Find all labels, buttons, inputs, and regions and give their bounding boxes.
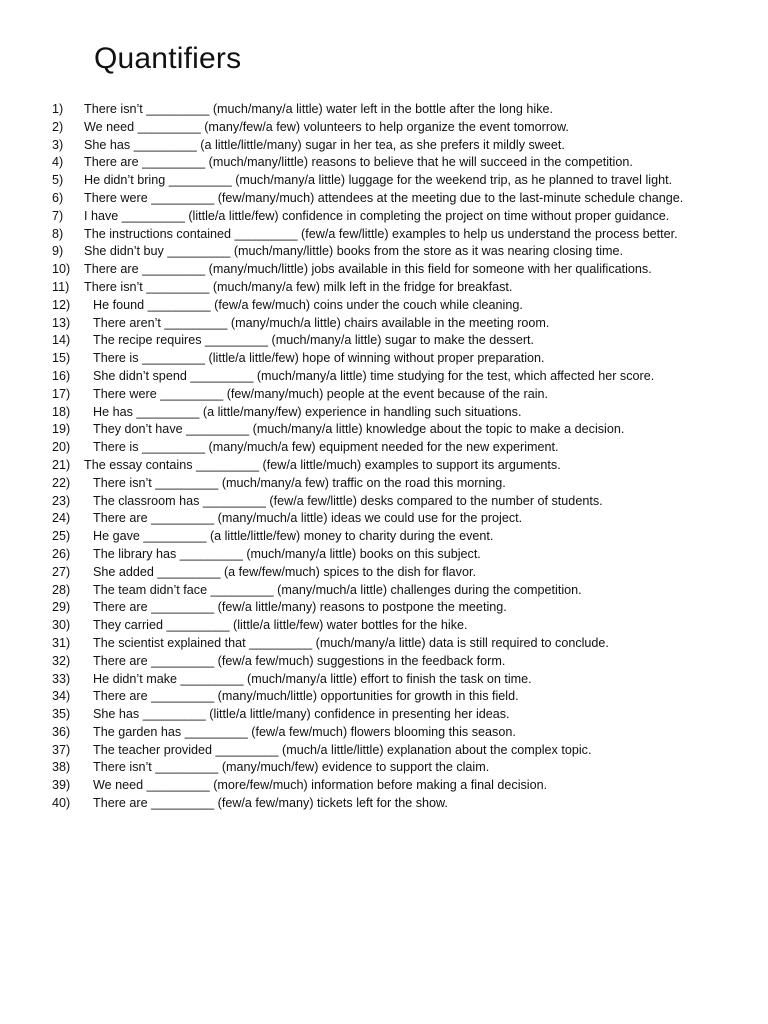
question-text: The garden has _________ (few/a few/much) flowers blooming this season. [93, 724, 516, 739]
question-item [52, 724, 717, 742]
question-text: They carried _________ (little/a little/few) water bottles for the hike. [93, 618, 468, 633]
question-item [52, 226, 717, 244]
question-item [52, 315, 717, 333]
question-text: We need _________ (more/few/much) information before making a final decision. [93, 778, 548, 793]
question-number: 13) [52, 315, 71, 330]
question-text: She didn’t buy _________ (much/many/little) books from the store as it was nearing closing time. [84, 244, 624, 259]
question-text: There is _________ (many/much/a few) equipment needed for the new experiment. [93, 440, 559, 455]
question-item [52, 742, 717, 760]
question-text: There were _________ (few/many/much) attendees at the meeting due to the last-minute schedule change. [84, 190, 684, 205]
question-text: He didn’t make _________ (much/many/a little) effort to finish the task on time. [93, 671, 532, 686]
question-text: There are _________ (few/a few/many) tickets left for the show. [93, 796, 448, 811]
question-item [52, 564, 717, 582]
question-item [52, 528, 717, 546]
question-item [52, 653, 717, 671]
question-number: 33) [52, 671, 71, 686]
question-text: I have _________ (little/a little/few) confidence in completing the project on time without proper guidance. [84, 208, 670, 223]
question-number: 22) [52, 475, 71, 490]
question-number: 40) [52, 796, 71, 811]
question-text: The library has _________ (much/many/a little) books on this subject. [93, 546, 481, 561]
question-number: 20) [52, 440, 71, 455]
question-text: He didn’t bring _________ (much/many/a little) luggage for the weekend trip, as he planned to travel light. [84, 173, 673, 188]
question-text: There isn’t _________ (much/many/a few) traffic on the road this morning. [93, 475, 506, 490]
question-item [52, 368, 717, 386]
question-item [52, 421, 717, 439]
question-item [52, 439, 717, 457]
question-item [52, 386, 717, 404]
question-text: There aren’t _________ (many/much/a little) chairs available in the meeting room. [93, 315, 550, 330]
question-item [52, 350, 717, 368]
question-text: There are _________ (few/a little/many) reasons to postpone the meeting. [93, 600, 507, 615]
question-text: We need _________ (many/few/a few) volunteers to help organize the event tomorrow. [84, 119, 569, 134]
question-number: 29) [52, 600, 71, 615]
question-text: There is _________ (little/a little/few) hope of winning without proper preparation. [93, 351, 545, 366]
question-item [52, 279, 717, 297]
question-item [52, 510, 717, 528]
question-text: The essay contains _________ (few/a little/much) examples to support its arguments. [84, 457, 561, 472]
question-item [52, 759, 717, 777]
question-number: 17) [52, 386, 71, 401]
question-text: There are _________ (few/a few/much) suggestions in the feedback form. [93, 653, 506, 668]
question-text: There isn’t _________ (much/many/a little) water left in the bottle after the long hike. [84, 102, 554, 116]
question-list [52, 101, 717, 813]
question-item [52, 777, 717, 795]
question-number: 1) [52, 102, 64, 116]
question-number: 35) [52, 707, 71, 722]
question-number: 34) [52, 689, 71, 704]
question-text: She has _________ (a little/little/many) sugar in her tea, as she prefers it mildly sweet. [84, 137, 565, 152]
question-text: He gave _________ (a little/little/few) money to charity during the event. [93, 529, 494, 544]
question-number: 8) [52, 226, 64, 241]
question-text: They don’t have _________ (much/many/a little) knowledge about the topic to make a decision. [93, 422, 625, 437]
question-number: 38) [52, 760, 71, 775]
question-number: 14) [52, 333, 71, 348]
question-text: The classroom has _________ (few/a few/little) desks compared to the number of students. [93, 493, 603, 508]
question-number: 4) [52, 155, 64, 170]
question-text: The recipe requires _________ (much/many/a little) sugar to make the dessert. [93, 333, 535, 348]
question-item [52, 261, 717, 279]
question-text: There are _________ (many/much/little) jobs available in this field for someone with her qualifications. [84, 262, 652, 277]
question-number: 11) [52, 279, 70, 294]
question-text: There are _________ (much/many/little) reasons to believe that he will succeed in the competition. [84, 155, 633, 170]
question-item [52, 582, 717, 600]
question-item [52, 297, 717, 315]
question-text: There are _________ (many/much/a little) ideas we could use for the project. [93, 511, 523, 526]
question-item [52, 493, 717, 511]
question-text: There were _________ (few/many/much) people at the event because of the rain. [93, 386, 549, 401]
question-number: 16) [52, 368, 71, 383]
question-item [52, 795, 717, 813]
question-number: 19) [52, 422, 71, 437]
question-text: She didn’t spend _________ (much/many/a little) time studying for the test, which affected her score. [93, 368, 655, 383]
question-number: 27) [52, 564, 71, 579]
question-number: 15) [52, 351, 71, 366]
question-number: 2) [52, 119, 64, 134]
question-item [52, 599, 717, 617]
question-number: 23) [52, 493, 71, 508]
question-text: There are _________ (many/much/little) opportunities for growth in this field. [93, 689, 519, 704]
question-number: 36) [52, 724, 71, 739]
question-item [52, 671, 717, 689]
question-number: 26) [52, 546, 71, 561]
question-text: The teacher provided _________ (much/a little/little) explanation about the complex topic. [93, 742, 592, 757]
question-text: The instructions contained _________ (few/a few/little) examples to help us understand the process better. [84, 226, 678, 241]
question-text: She has _________ (little/a little/many) confidence in presenting her ideas. [93, 707, 510, 722]
question-item [52, 546, 717, 564]
question-item [52, 101, 717, 119]
question-number: 6) [52, 190, 64, 205]
question-number: 21) [52, 457, 71, 472]
question-number: 12) [52, 297, 71, 312]
question-item [52, 475, 717, 493]
question-number: 9) [52, 244, 64, 259]
question-item [52, 457, 717, 475]
question-text: The team didn’t face _________ (many/much/a little) challenges during the competition. [93, 582, 582, 597]
question-item [52, 635, 717, 653]
question-number: 24) [52, 511, 71, 526]
question-item [52, 208, 717, 226]
question-number: 5) [52, 173, 64, 188]
question-number: 28) [52, 582, 71, 597]
question-number: 39) [52, 778, 71, 793]
question-text: He found _________ (few/a few/much) coins under the couch while cleaning. [93, 297, 523, 312]
question-item [52, 243, 717, 261]
question-number: 31) [52, 635, 71, 650]
question-item [52, 617, 717, 635]
question-text: She added _________ (a few/few/much) spices to the dish for flavor. [93, 564, 476, 579]
question-number: 30) [52, 618, 71, 633]
question-number: 18) [52, 404, 71, 419]
question-text: There isn’t _________ (many/much/few) evidence to support the claim. [93, 760, 490, 775]
question-item [52, 137, 717, 155]
question-item [52, 688, 717, 706]
question-item [52, 154, 717, 172]
question-item [52, 119, 717, 137]
question-number: 7) [52, 208, 64, 223]
question-number: 25) [52, 529, 71, 544]
question-number: 32) [52, 653, 71, 668]
question-item [52, 404, 717, 422]
question-item [52, 172, 717, 190]
question-number: 37) [52, 742, 71, 757]
question-text: The scientist explained that _________ (much/many/a little) data is still required to conclude. [93, 635, 609, 650]
question-item [52, 332, 717, 350]
question-item [52, 706, 717, 724]
question-text: There isn’t _________ (much/many/a few) milk left in the fridge for breakfast. [84, 279, 513, 294]
question-text: He has _________ (a little/many/few) experience in handling such situations. [93, 404, 522, 419]
page-title: Quantifiers [94, 42, 242, 75]
question-number: 10) [52, 262, 71, 277]
question-item [52, 190, 717, 208]
question-number: 3) [52, 137, 64, 152]
